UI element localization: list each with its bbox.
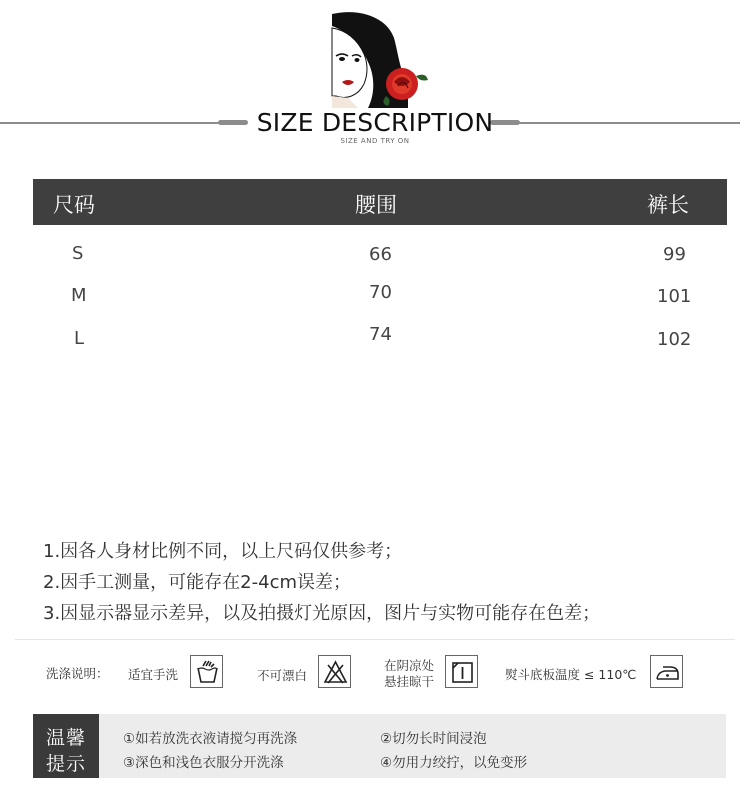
tips-label-line1: 温馨 bbox=[46, 727, 87, 749]
divider bbox=[15, 639, 735, 640]
size-table-header bbox=[33, 179, 727, 225]
care-dry-label-line1: 在阴凉处 bbox=[384, 658, 435, 673]
cell-length: 101 bbox=[657, 286, 692, 307]
note-3: 3.因显示器显示差异，以及拍摄灯光原因，图片与实物可能存在色差； bbox=[43, 603, 601, 624]
cell-size: M bbox=[71, 285, 87, 306]
tip-3: ③深色和浅色衣服分开洗涤 bbox=[123, 755, 284, 771]
cell-size: S bbox=[72, 243, 84, 264]
cell-size: L bbox=[74, 328, 85, 349]
model-with-rose-illustration bbox=[328, 12, 432, 110]
iron-icon bbox=[650, 655, 683, 688]
hand-wash-icon bbox=[190, 655, 223, 688]
page-title: SIZE DESCRIPTION bbox=[256, 108, 494, 137]
tip-2: ②切勿长时间浸泡 bbox=[380, 731, 487, 747]
cell-waist: 66 bbox=[369, 244, 392, 265]
care-iron-label: 熨斗底板温度 ≤ 110℃ bbox=[505, 667, 637, 682]
tips-label-line2: 提示 bbox=[46, 753, 87, 775]
care-dry-label-line2: 悬挂晾干 bbox=[384, 674, 435, 689]
cell-waist: 70 bbox=[369, 282, 392, 303]
note-2: 2.因手工测量，可能存在2-4cm误差； bbox=[43, 572, 352, 593]
line-dry-shade-icon bbox=[445, 655, 478, 688]
care-no-bleach-label: 不可漂白 bbox=[257, 668, 308, 683]
tip-1: ①如若放洗衣液请搅匀再洗涤 bbox=[123, 731, 298, 747]
care-label: 洗涤说明： bbox=[46, 666, 109, 681]
cell-length: 102 bbox=[657, 329, 692, 350]
no-bleach-icon bbox=[318, 655, 351, 688]
column-header-waist: 腰围 bbox=[355, 193, 397, 217]
column-header-length: 裤长 bbox=[647, 193, 689, 217]
cell-length: 99 bbox=[663, 244, 686, 265]
page-subtitle: SIZE AND TRY ON bbox=[340, 137, 410, 145]
tips-label bbox=[33, 714, 99, 778]
care-hand-wash-label: 适宜手洗 bbox=[128, 667, 179, 682]
column-header-size: 尺码 bbox=[53, 193, 95, 217]
cell-waist: 74 bbox=[369, 324, 392, 345]
tip-4: ④勿用力绞拧，以免变形 bbox=[380, 755, 528, 771]
note-1: 1.因各人身材比例不同，以上尺码仅供参考； bbox=[43, 541, 403, 562]
